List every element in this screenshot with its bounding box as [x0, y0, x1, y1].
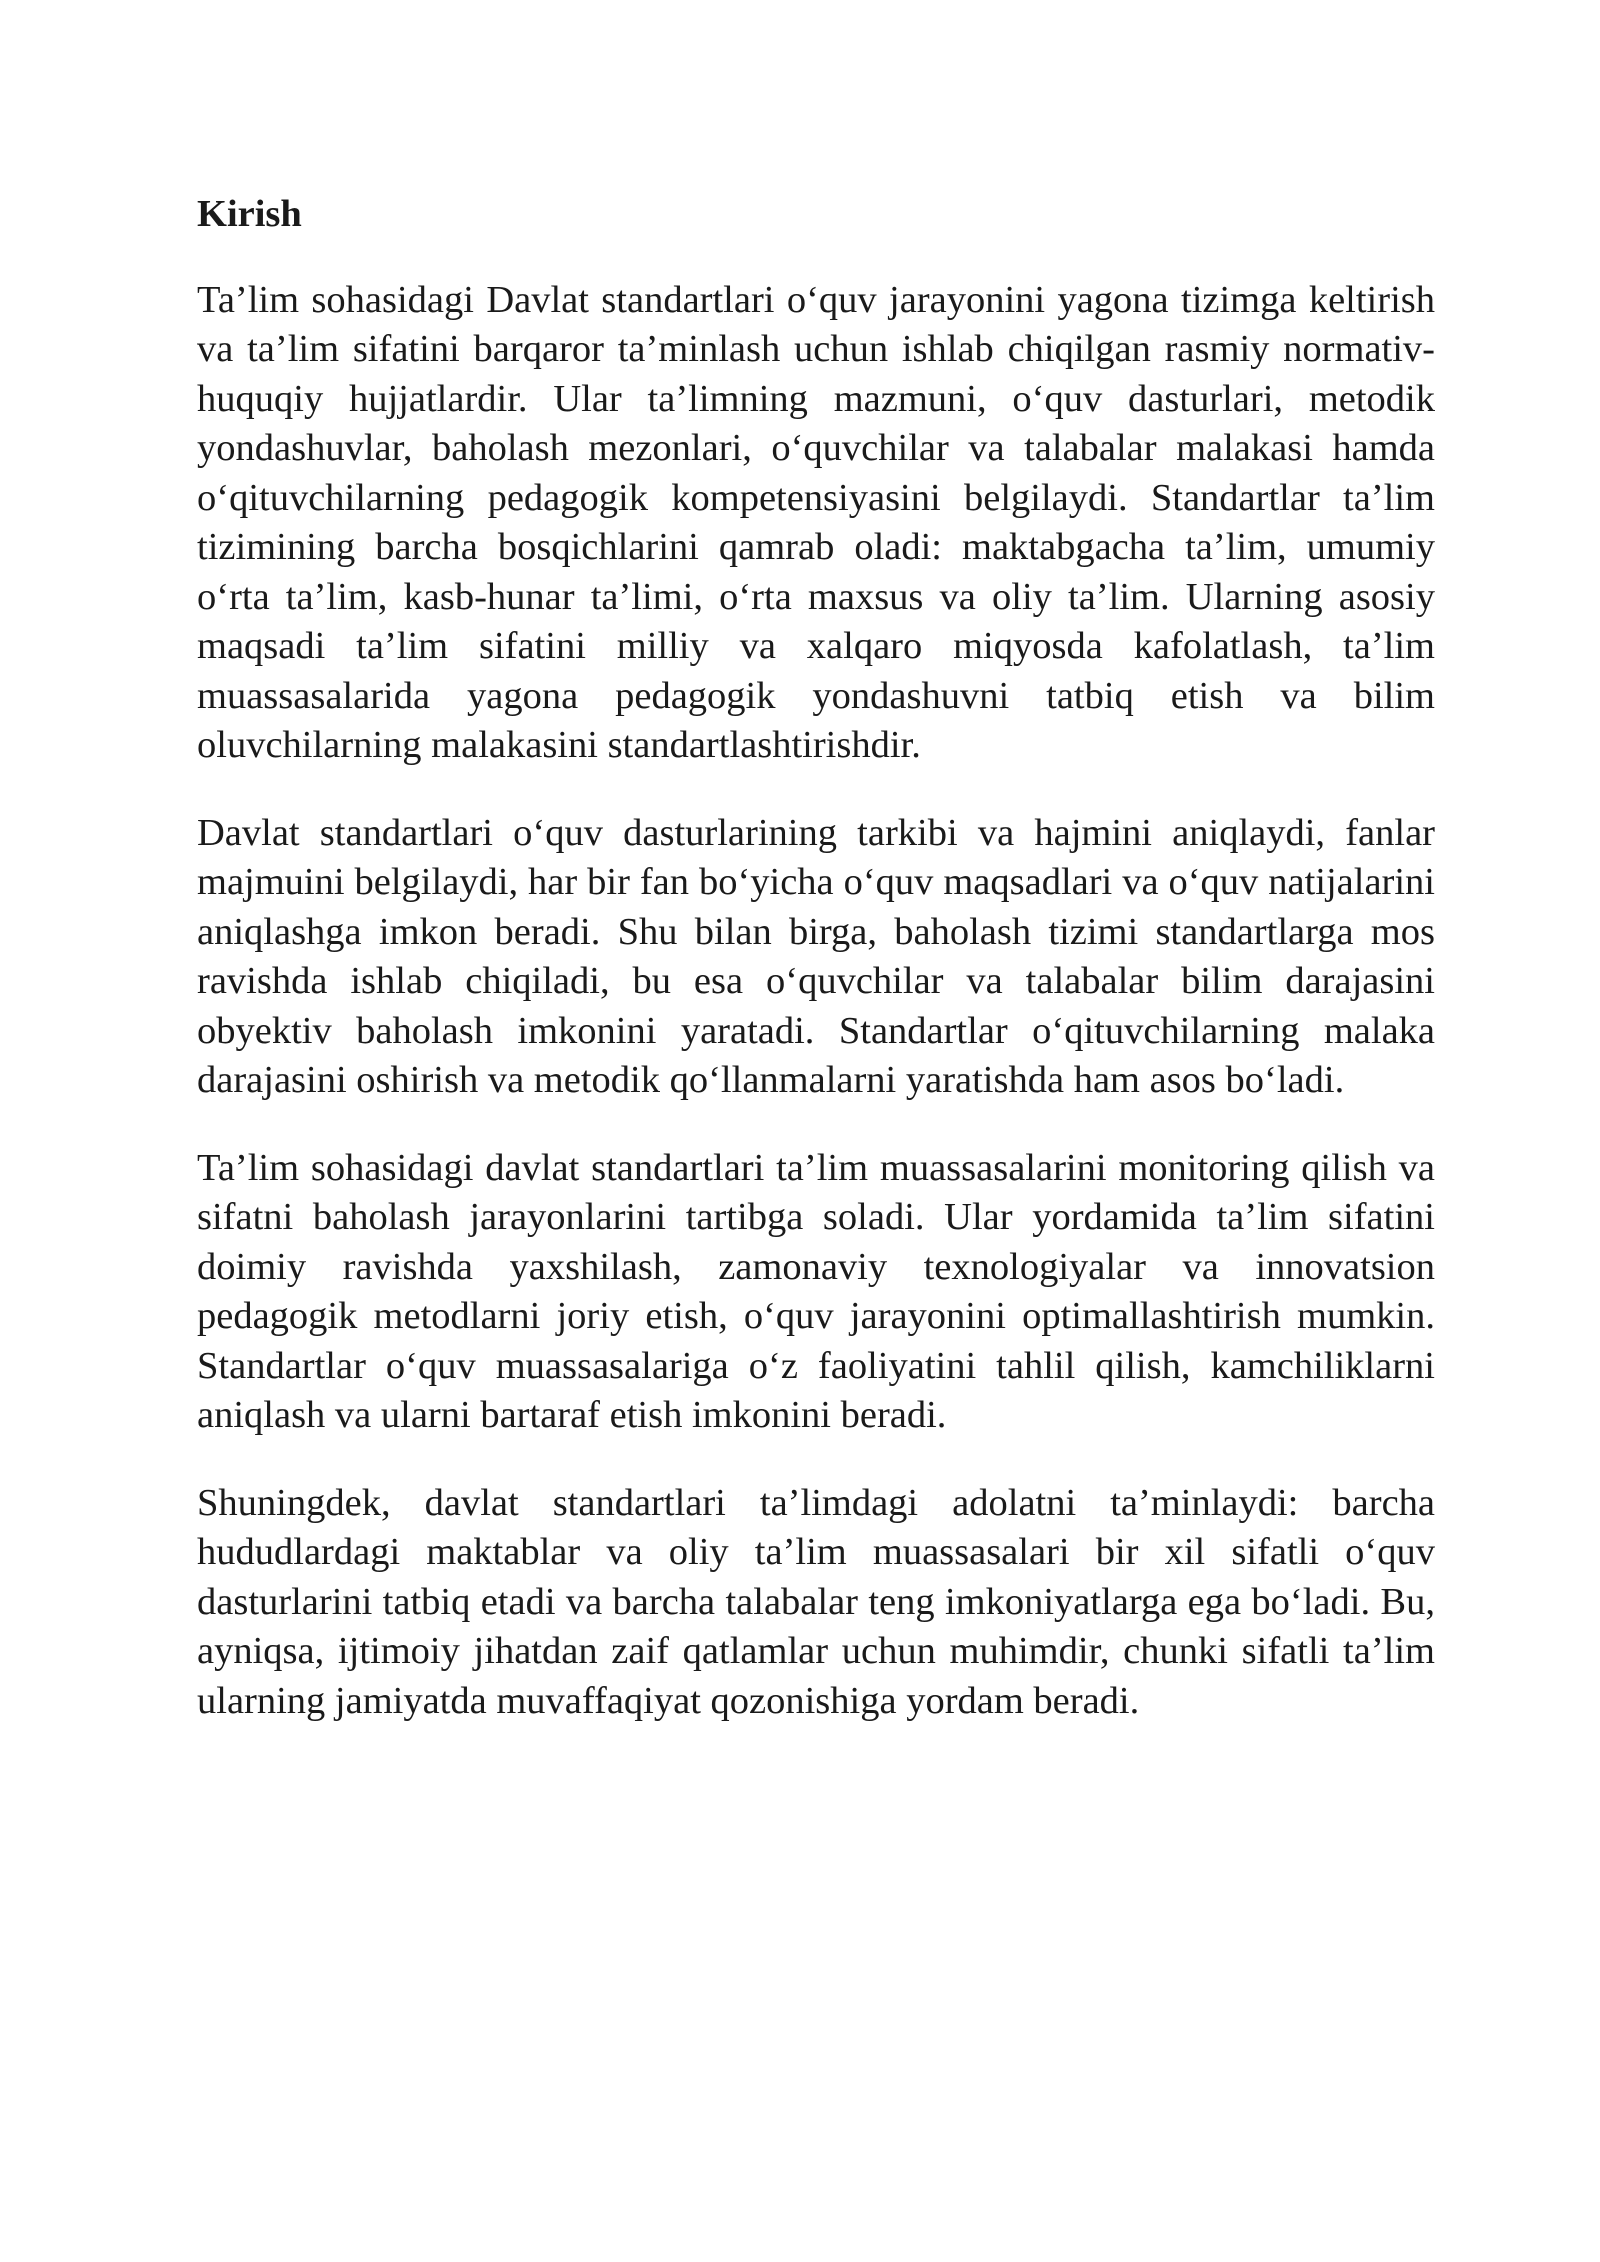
paragraph-2: Davlat standartlari o‘quv dasturlarining tarkibi va hajmini aniqlaydi, fanlar majmuini belgilaydi, har bir fan bo‘yicha o‘quv maqsadlari va o‘quv natijalarini aniqlashga imkon beradi. Shu bilan birga, baholash tizimi standartlarga mos ravishda ishlab chiqiladi, bu esa o‘quvchilar va talabalar bilim darajasini obyektiv baholash imkonini yaratadi. Standartlar o‘qituvchilarning malaka darajasini oshirish va metodik qo‘llanmalarni yaratishda ham asos bo‘ladi. [197, 811, 1435, 1101]
document-body [197, 190, 1435, 1764]
paragraph-1: Ta’lim sohasidagi Davlat standartlari o‘quv jarayonini yagona tizimga keltirish va ta’lim sifatini barqaror ta’minlash uchun ishlab chiqilgan rasmiy normativ-huquqiy hujjatlardir. Ular ta’limning mazmuni, o‘quv dasturlari, metodik yondashuvlar, baholash mezonlari, o‘quvchilar va talabalar malakasi hamda o‘qituvchilarning pedagogik kompetensiyasini belgilaydi. Standartlar ta’lim tizimining barcha bosqichlarini qamrab oladi: maktabgacha ta’lim, umumiy o‘rta ta’lim, kasb-hunar ta’limi, o‘rta maxsus va oliy ta’lim. Ularning asosiy maqsadi ta’lim sifatini milliy va xalqaro miqyosda kafolatlash, ta’lim muassasalarida yagona pedagogik yondashuvni tatbiq etish va bilim oluvchilarning malakasini standartlashtirishdir. [197, 278, 1435, 766]
paragraph-4: Shuningdek, davlat standartlari ta’limdagi adolatni ta’minlaydi: barcha hududlardagi maktablar va oliy ta’lim muassasalari bir xil sifatli o‘quv dasturlarini tatbiq etadi va barcha talabalar teng imkoniyatlarga ega bo‘ladi. Bu, ayniqsa, ijtimoiy jihatdan zaif qatlamlar uchun muhimdir, chunki sifatli ta’lim ularning jamiyatda muvaffaqiyat qozonishiga yordam beradi. [197, 1481, 1435, 1722]
section-heading: Kirish [197, 193, 302, 235]
paragraph-3: Ta’lim sohasidagi davlat standartlari ta’lim muassasalarini monitoring qilish va sifatni baholash jarayonlarini tartibga soladi. Ular yordamida ta’lim sifatini doimiy ravishda yaxshilash, zamonaviy texnologiyalar va innovatsion pedagogik metodlarni joriy etish, o‘quv jarayonini optimallashtirish mumkin. Standartlar o‘quv muassasalariga o‘z faoliyatini tahlil qilish, kamchiliklarni aniqlash va ularni bartaraf etish imkonini beradi. [197, 1146, 1435, 1436]
